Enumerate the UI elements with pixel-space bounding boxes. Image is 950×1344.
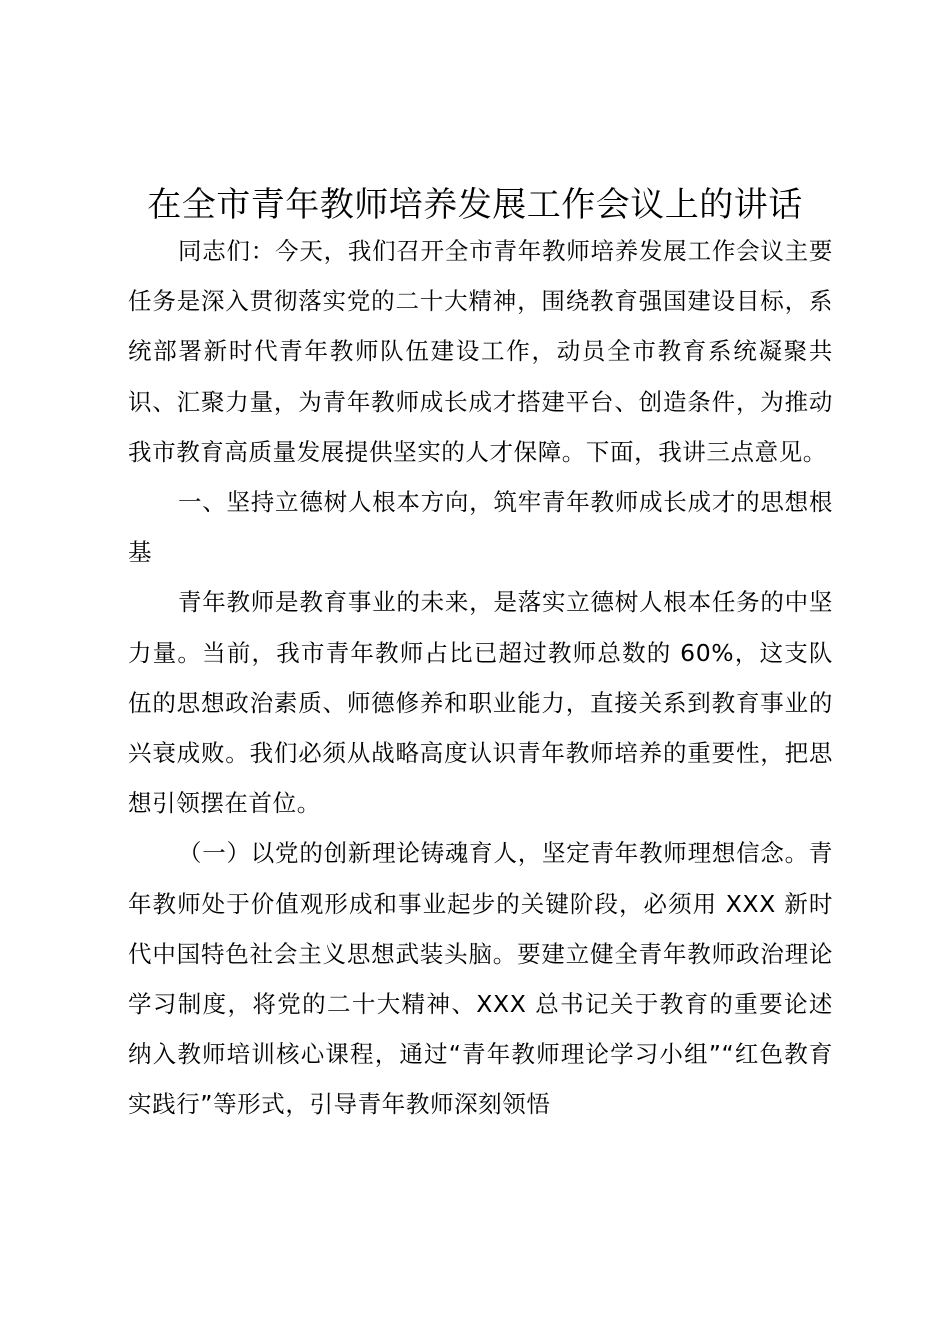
- document-body: [128, 226, 833, 1130]
- section-heading-1: 一、坚持立德树人根本方向，筑牢青年教师成长成才的思想根基: [128, 488, 833, 567]
- paragraph-section-1-intro: 青年教师是教育事业的未来，是落实立德树人根本任务的中坚力量。当前，我市青年教师占比已超过教师总数的 60%，这支队伍的思想政治素质、师德修养和职业能力，直接关系到教育事业的兴衰成败。我们必须从战略高度认识青年教师培养的重要性，把思想引领摆在首位。: [128, 588, 833, 818]
- document-title: 在全市青年教师培养发展工作会议上的讲话: [147, 185, 803, 225]
- paragraph-opening: 同志们：今天，我们召开全市青年教师培养发展工作会议主要任务是深入贯彻落实党的二十大精神，围绕教育强国建设目标，系统部署新时代青年教师队伍建设工作，动员全市教育系统凝聚共识、汇聚力量，为青年教师成长成才搭建平台、创造条件，为推动我市教育高质量发展提供坚实的人才保障。下面，我讲三点意见。: [128, 237, 833, 466]
- paragraph-subsection-1: （一）以党的创新理论铸魂育人，坚定青年教师理想信念。青年教师处于价值观形成和事业起步的关键阶段，必须用 XXX 新时代中国特色社会主义思想武装头脑。要建立健全青年教师政治理论学习制度，将党的二十大精神、XXX 总书记关于教育的重要论述纳入教师培训核心课程，通过“青年教师理论学习小组”“红色教育实践行”等形式，引导青年教师深刻领悟: [128, 839, 833, 1119]
